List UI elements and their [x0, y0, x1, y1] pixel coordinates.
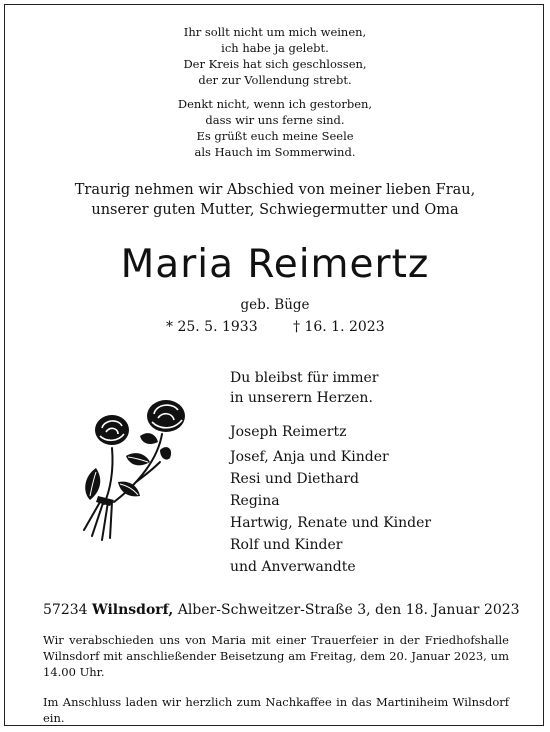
poem-line: als Hauch im Sommerwind.: [194, 145, 356, 159]
death-date: † 16. 1. 2023: [293, 319, 385, 335]
quote-line: Du bleibst für immer: [230, 370, 379, 386]
family-line: Resi und Diethard: [230, 471, 360, 487]
memorial-quote: [230, 368, 378, 408]
birth-date: * 25. 5. 1933: [166, 319, 258, 335]
maiden-name: geb. Büge: [240, 297, 310, 313]
roses-icon: [74, 396, 194, 544]
coffee-info: Im Anschluss laden wir herzlich zum Nachkaffee in das Martiniheim Wilnsdorf ein.: [43, 695, 509, 725]
family-line: Rolf und Kinder: [230, 537, 343, 553]
intro-line: unserer guten Mutter, Schwiegermutter und Oma: [91, 202, 459, 218]
family-list: [230, 446, 431, 578]
poem-stanza-1: [0, 24, 550, 88]
poem-line: Es grüßt euch meine Seele: [196, 129, 354, 143]
intro-line: Traurig nehmen wir Abschied von meiner lieben Frau,: [74, 182, 476, 198]
poem-line: ich habe ja gelebt.: [221, 41, 329, 55]
poem-line: dass wir uns ferne sind.: [205, 113, 345, 127]
place-date-line: [43, 600, 520, 620]
poem-stanza-2: [0, 96, 550, 160]
family-line: Hartwig, Renate und Kinder: [230, 515, 432, 531]
poem-line: der zur Vollendung strebt.: [198, 73, 352, 87]
family-line: und Anverwandte: [230, 559, 356, 575]
family-line: Josef, Anja und Kinder: [230, 449, 389, 465]
farewell-intro: [0, 180, 550, 220]
service-info: Wir verabschieden uns von Maria mit einer Trauerfeier in der Friedhofshalle Wilnsdorf mit anschließender Beisetzung am Freitag, dem 20. Januar 2023, um 14.00 Uhr.: [43, 633, 509, 679]
zip-code: 57234: [43, 602, 88, 618]
town-name: Wilnsdorf,: [92, 602, 174, 618]
poem-line: Denkt nicht, wenn ich gestorben,: [177, 97, 373, 111]
poem-line: Ihr sollt nicht um mich weinen,: [183, 25, 367, 39]
poem-line: Der Kreis hat sich geschlossen,: [183, 57, 367, 71]
family-line: Regina: [230, 493, 280, 509]
address-date: Alber-Schweitzer-Straße 3, den 18. Januar 2023: [177, 602, 520, 618]
quote-line: in unserern Herzen.: [230, 390, 373, 406]
spouse-name: Joseph Reimertz: [230, 424, 347, 440]
deceased-name: Maria Reimertz: [120, 242, 430, 287]
